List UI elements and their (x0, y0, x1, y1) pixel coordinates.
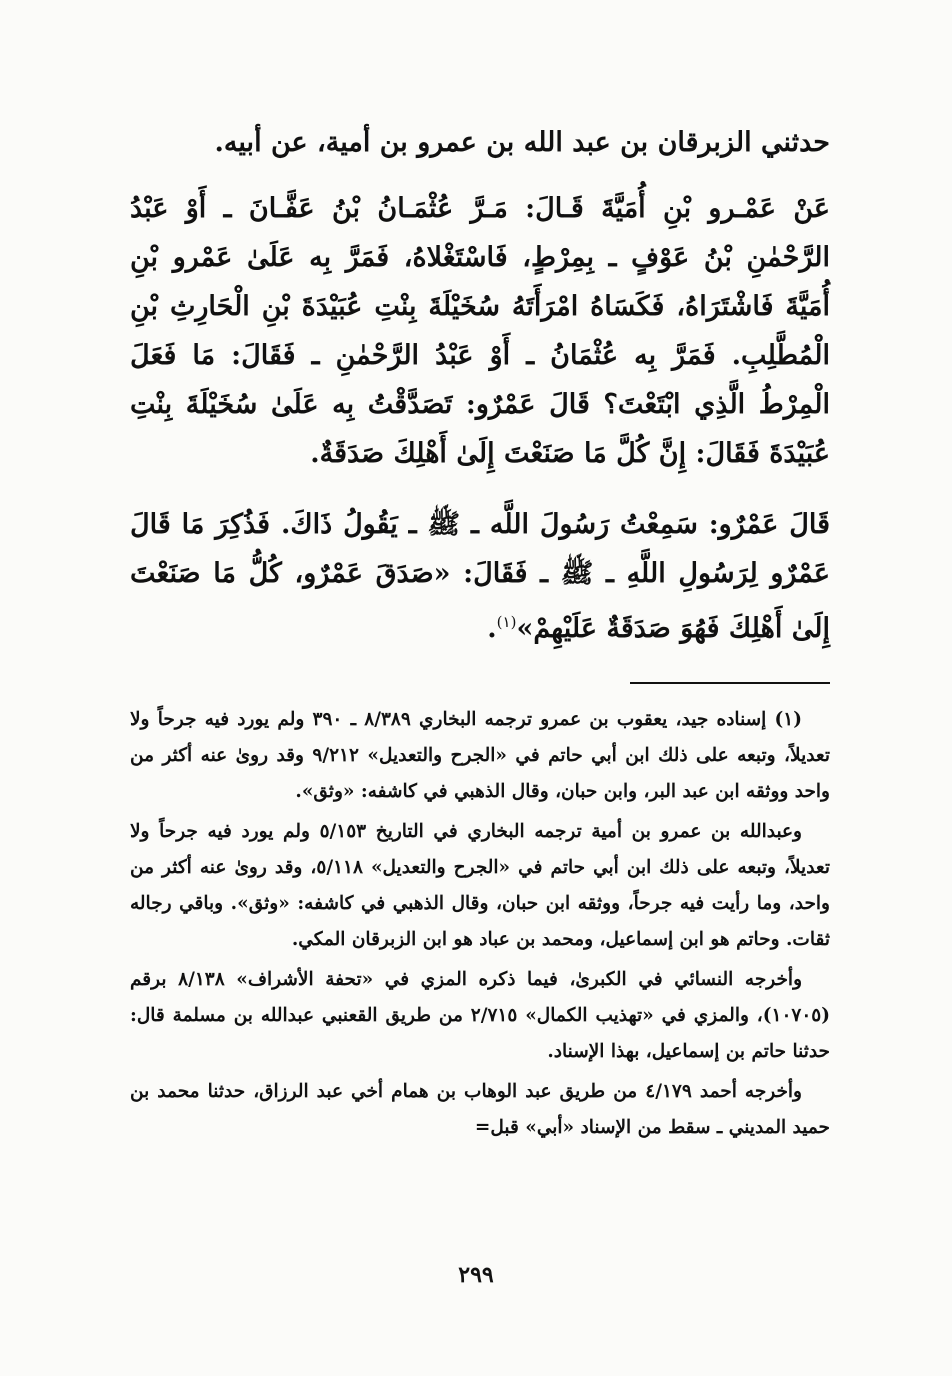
hadith-paragraph-2-text: قَالَ عَمْرٌو: سَمِعْتُ رَسُولَ اللَّه ـ ﷺ ـ يَقُولُ ذَاكَ. فَذُكِرَ مَا قَالَ عَمْرٌو لِرَسُولِ اللَّهِ ـ ﷺ ـ فَقَالَ: «صَدَقَ عَمْرٌو، كُلُّ مَا صَنَعْتَ إِلَىٰ أَهْلِكَ فَهُوَ صَدَقَةٌ عَلَيْهِمْ» (130, 509, 830, 644)
footnote-marker: (١) (496, 613, 517, 631)
footnote-paragraph: وأخرجه النسائي في الكبرىٰ، فيما ذكره المزي في «تحفة الأشراف» ٨/١٣٨ برقم (١٠٧٠٥)، والمزي في «تهذيب الكمال» ٢/٧١٥ من طريق القعنبي عبدالله بن مسلمة قال: حدثنا حاتم بن إسماعيل، بهذا الإسناد. (130, 969, 830, 1062)
main-text (130, 120, 830, 675)
hadith-paragraph-2-end: . (487, 613, 497, 644)
page-number: ٢٩٩ (458, 1262, 494, 1288)
footnotes (130, 702, 830, 1150)
hadith-paragraph-2 (130, 500, 830, 653)
hadith-paragraph-1: عَنْ عَمْـرو بْنِ أُمَيَّةَ قَـالَ: مَـرَّ عُثْمَـانُ بْنُ عَفَّـانَ ـ أَوْ عَبْدُ الرَّحْمٰنِ بْنُ عَوْفٍ ـ بِمِرْطٍ، فَاسْتَغْلاهُ، فَمَرَّ بِه عَلَىٰ عَمْرو بْنِ أُمَيَّةَ فَاشْتَرَاهُ، فَكَسَاهُ امْرَأَتَهُ سُخَيْلَةَ بِنْتِ عُبَيْدَةَ بْنِ الْحَارِثِ بْنِ الْمُطَّلِبِ. فَمَرَّ بِه عُثْمَانُ ـ أَوْ عَبْدُ الرَّحْمٰنِ ـ فَقَالَ: مَا فَعَلَ الْمِرْطُ الَّذِي ابْتَعْتَ؟ قَالَ عَمْرٌو: تَصَدَّقْتُ بِه عَلَىٰ سُخَيْلَةَ بِنْتِ عُبَيْدَةَ فَقَالَ: إِنَّ كُلَّ مَا صَنَعْتَ إِلَىٰ أَهْلِكَ صَدَقَةٌ. (130, 193, 830, 469)
footnote-paragraph: وعبدالله بن عمرو بن أمية ترجمه البخاري في التاريخ ٥/١٥٣ ولم يورد فيه جرحاً ولا تعديلاً، وتبعه على ذلك ابن أبي حاتم في «الجرح والتعديل» ٥/١١٨، وقد روىٰ عنه أكثر من واحد، وما رأيت فيه جرحاً، ووثقه ابن حبان، وقال الذهبي في كاشفه: «وثق». وباقي رجاله ثقات. وحاتم هو ابن إسماعيل، ومحمد بن عباد هو ابن الزبرقان المكي. (130, 821, 830, 950)
chain-of-narration: حدثني الزبرقان بن عبد الله بن عمرو بن أمية، عن أبيه. (214, 127, 830, 158)
footnote-paragraph: وأخرجه أحمد ٤/١٧٩ من طريق عبد الوهاب بن همام أخي عبد الرزاق، حدثنا محمد بن حميد المديني ـ سقط من الإسناد «أبي» قبل= (130, 1081, 830, 1138)
footnote-paragraph: (١) إسناده جيد، يعقوب بن عمرو ترجمه البخاري ٨/٣٨٩ ـ ٣٩٠ ولم يورد فيه جرحاً ولا تعديلاً، وتبعه على ذلك ابن أبي حاتم في «الجرح والتعديل» ٩/٢١٢ وقد روىٰ عنه أكثر من واحد ووثقه ابن عبد البر، وابن حبان، وقال الذهبي في كاشفه: «وثق». (130, 709, 831, 802)
footnote-separator (630, 682, 830, 684)
